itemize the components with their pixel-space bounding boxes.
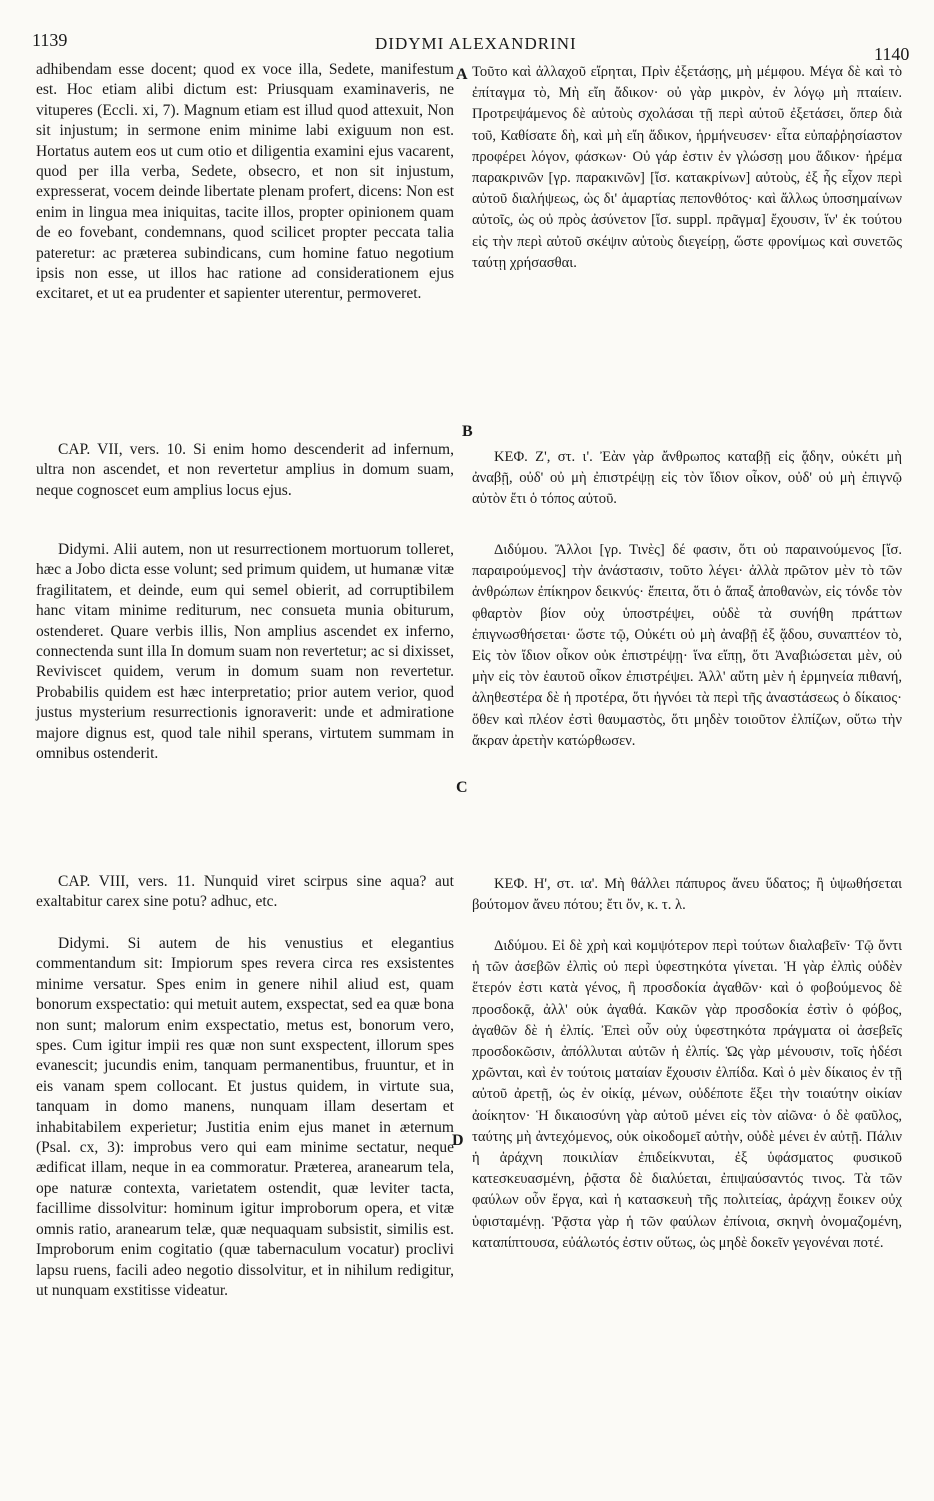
- margin-letter-b: B: [462, 423, 473, 440]
- greek-chapter-8-heading: ΚΕΦ. Η', στ. ια'. Μὴ θάλλει πάπυρος ἄνευ ὕδατος; ἢ ὑψωθήσεται βούτομον ἄνευ πότου; ἔτι ὄν, κ. τ. λ.: [472, 876, 902, 914]
- latin-chapter-7-heading: CAP. VII, vers. 10. Si enim homo descenderit ad infernum, ultra non ascendet, et non revertetur amplius in domum suam, neque cognoscet eum amplius locus ejus.: [36, 441, 454, 499]
- latin-paragraph-1: adhibendam esse docent; quod ex voce illa, Sedete, manifestum est. Hoc etiam alibi dictum est: Priusquam examinaveris, ne vituperes (Eccli. xi, 7). Magnum etiam est illud quod attexuit, Non sit injustum; in sermone enim minime labi exiguum non est. Hortatus autem eos ut cum otio et diligentia examini ejus vacarent, quod per illa verba, Sedete, obsecro, et non sit injustum, expresserat, vocem deinde libertate plenam profert, dicens: Non est enim in lingua mea iniquitas, tacite illos, propter opinionem quam de eo fovebant, condemnans, quod scilicet propter peccata talia pateretur: ac præterea subindicans, cum homine fatuo negotium ipsis non esse, ut illos hac ratione ad considerationem ejus excitaret, et ut ea prudenter et sapienter uterentur, permoveret.: [36, 61, 454, 303]
- greek-chapter-7-heading: ΚΕΦ. Ζ', στ. ι'. Ἐὰν γὰρ ἄνθρωπος καταβῇ εἰς ᾅδην, οὐκέτι μὴ ἀναβῇ, οὐδ' οὐ μὴ ἐπιστρέψῃ εἰς τὸν ἴδιον οἶκον, οὐδ' οὐ μὴ ἐπιγνῷ αὐτὸν ἔτι ὁ τόπος αὐτοῦ.: [472, 449, 902, 508]
- latin-paragraph-2: Didymi. Alii autem, non ut resurrectionem mortuorum tolleret, hæc a Jobo dicta esse volunt; sed primum quidem, ut humanæ vitæ fragilitatem, et deinde, eum qui semel obierit, ad corruptibilem hanc vitam minime rediturum, nec consueta munia obiturum, ostenderet. Quare verbis illis, Non amplius ascendet ex inferno, connectenda sunt illa In domum suam non revertetur; ac si dixisset, Reviviscet quidem, verum in domum suam non revertetur. Probabilis quidem est hæc interpretatio; prior autem verior, quod justus mysterium resurrectionis ignoraverit: unde et admiratione majore dignus est, quod tale nihil sperans, virtutem summam in omnibus ostenderit.: [36, 541, 454, 763]
- margin-letter-c: C: [456, 779, 468, 796]
- column-number-right: 1140: [874, 44, 910, 64]
- margin-letter-a: A: [456, 66, 468, 83]
- latin-paragraph-3: Didymi. Si autem de his venustius et elegantius commentandum sit: Impiorum spes revera circa res exsistentes minime versatur. Spes enim in genere nihil aliud est, quam bonorum exspectatio: qui metuit autem, exspectat, sed ea quæ bona non sunt; malorum enim exspectatio, metus est, bonorum vero, spes. Cum igitur impii res quæ non sunt exspectent, illorum spes evanescit; jucundis enim, tanquam permanentibus, fruuntur, et in eis vanam spem collocant. Et justus quidem, in virtute sua, tanquam in domo manens, nunquam illam desertam et inhabitabilem experietur; Justitia enim ejus manet in æternum (Psal. cx, 3): improbus vero qui eam minime sectatur, neque ædificat illam, neque in ea commoratur. Præterea, aranearum tela, ope naturæ contexta, varietatem ostendit, quæ leviter tacta, facillime dissolvitur: hominum igitur improborum opera, et vitæ omnis ratio, aranearum telæ, quæ nequaquam subsistit, similis est. Improborum enim cogitatio (quæ tabernaculum vocatur) proclivi lapsu ruens, facili adeo negotio dissolvitur, et in nihilum redigitur, ut nunquam exstitisse videatur.: [36, 935, 454, 1299]
- greek-paragraph-2: Διδύμου. Ἄλλοι [γρ. Τινὲς] δέ φασιν, ὅτι οὐ παραινούμενος [ἴσ. παραιρούμενος] τὴν ἀνάστασιν, τοῦτο λέγει· ἀλλὰ πρῶτον μὲν τὸ τῶν ἀνθρώπων ἐπίκηρον δεικνύς· ἔπειτα, ὅτι ὁ ἅπαξ ἀποθανὼν, εἰς τόνδε τὸν φθαρτὸν βίον οὐχ ὑποστρέψει, οὐδὲ τὰ συνήθη πράττων ἐπιγνωσθήσεται· ὥστε τῷ, Οὐκέτι οὐ μὴ ἀναβῇ ἐξ ᾅδου, συναπτέον τὸ, Εἰς τὸν ἴδιον οἶκον οὐκ ἐπιστρέψῃ· ἵνα εἴπῃ, ὅτι Ἀναβιώσεται μὲν, οὐ μὴν εἰς τὸν ἑαυτοῦ οἶκον ἐπιστρέψει. Ἀλλ' αὕτη μὲν ἡ ἑρμηνεία πιθανή, ἀληθεστέρα δὲ ἡ προτέρα, ὅτι ἠγνόει τὰ περὶ τῆς ἀναστάσεως ὁ δίκαιος· ὅθεν καὶ πλέον ἐστὶ θαυμαστὸς, ὅτι μηδὲν τοιοῦτον ἐλπίζων, οὕτω τὴν ἄκραν ἀρετὴν κατώρθωσεν.: [472, 542, 902, 749]
- column-number-left: 1139: [32, 30, 68, 50]
- margin-letter-d: D: [452, 1132, 464, 1149]
- running-title: DIDYMI ALEXANDRINI: [375, 34, 577, 53]
- greek-paragraph-3: Διδύμου. Εἰ δὲ χρὴ καὶ κομψότερον περὶ τούτων διαλαβεῖν· Τῷ ὄντι ἡ τῶν ἀσεβῶν ἐλπὶς οὐ περὶ ὑφεστηκότα γίνεται. Ἡ γὰρ ἐλπὶς οὐδὲν ἕτερόν ἐστι κατὰ γένος, ἢ προσδοκία ἀγαθῶν· καὶ ὁ φοβούμενος δὲ προσδοκᾷ, ἀλλ' οὐκ ἀγαθά. Κακῶν γὰρ προσδοκία ἐστὶν ὁ φόβος, ἀγαθῶν δὲ ἡ ἐλπίς. Ἐπεὶ οὖν οὐχ ὑφεστηκότα πράγματα οἱ ἀσεβεῖς προσδοκῶσιν, ἀπόλλυται αὐτῶν ἡ ἐλπίς. Ὡς γὰρ μένουσιν, τοῖς ἡδέσι χρῶνται, καὶ ἐν τούτοις ματαίαν ἔχουσιν ἐλπίδα. Καὶ ὁ μὲν δίκαιος ἐν τῇ αὐτοῦ ἀρετῇ, ὡς ἐν οἰκίᾳ, μένων, οὐδέποτε ἕξει τὴν τοιαύτην οἰκίαν ἀοίκητον· Ἡ δικαιοσύνη γὰρ αὐτοῦ μένει εἰς τὸν αἰῶνα· ὁ δὲ φαῦλος, ταύτης μὴ ἀντεχόμενος, οὐκ οἰκοδομεῖ αὐτὴν, οὐδὲ μένει ἐν αὐτῇ. Πάλιν ἡ ἀράχνη ποικιλίαν ἐπιδείκνυται, ἐξ ὑφάσματος φυσικοῦ κατεσκευασμένη, ῥᾷστα δὲ διαλύεται, ἐπιψαύσαντός τινος. Τὰ τῶν φαύλων οὖν ἔργα, καὶ ἡ κατασκευὴ τῆς πολιτείας, ἀράχνῃ ἔοικεν οὐχ ὑφισταμένῃ. Ῥᾷστα γὰρ ἡ τῶν φαύλων ἐπίνοια, σκηνὴ ὀνομαζομένη, καταπίπτουσα, εὐάλωτός ἐστιν οὕτως, ὡς μηδὲ δοκεῖν γεγονέναι ποτέ.: [472, 938, 902, 1251]
- greek-paragraph-1: Τοῦτο καὶ ἀλλαχοῦ εἴρηται, Πρὶν ἐξετάσῃς, μὴ μέμφου. Μέγα δὲ καὶ τὸ ἐπίταγμα τὸ, Μὴ εἴη ἄδικον· οὐ γὰρ μικρὸν, ἐν λόγῳ μὴ πταίειν. Προτρεψάμενος δὲ αὐτοὺς σχολάσαι τῇ περὶ αὐτοῦ ἐξετάσει, ὅπερ διὰ τοῦ, Καθίσατε δὴ, καὶ μὴ εἴη ἄδικον, ἡρμήνευσεν· εἶτα εὐπαῤῥησίαστον προφέρει λόγον, φάσκων· Οὐ γάρ ἐστιν ἐν γλώσσῃ μου ἄδικον· ἠρέμα παρακρινῶν [γρ. παρακινῶν] [ἴσ. κατακρίνων] αὐτοὺς, ἐξ ἧς εἶχον περὶ αὐτοῦ διαλήψεως, ὡς δι' ἁμαρτίας πεπονθότος· καὶ ἄλλως ὑποσημαίνων αὐτοῖς, ὡς οὐ πρὸς ἀσύνετον [ἴσ. suppl. πρᾶγμα] ἔχουσιν, ἵν' ἐκ τούτου εἰς τὴν περὶ αὐτοῦ σκέψιν αὐτοὺς διεγείρῃ, ὥστε φρονίμως καὶ συνετῶς ταύτῃ χρήσασθαι.: [472, 64, 902, 271]
- latin-chapter-8-heading: CAP. VIII, vers. 11. Nunquid viret scirpus sine aqua? aut exaltabitur carex sine potu? adhuc, etc.: [36, 873, 454, 911]
